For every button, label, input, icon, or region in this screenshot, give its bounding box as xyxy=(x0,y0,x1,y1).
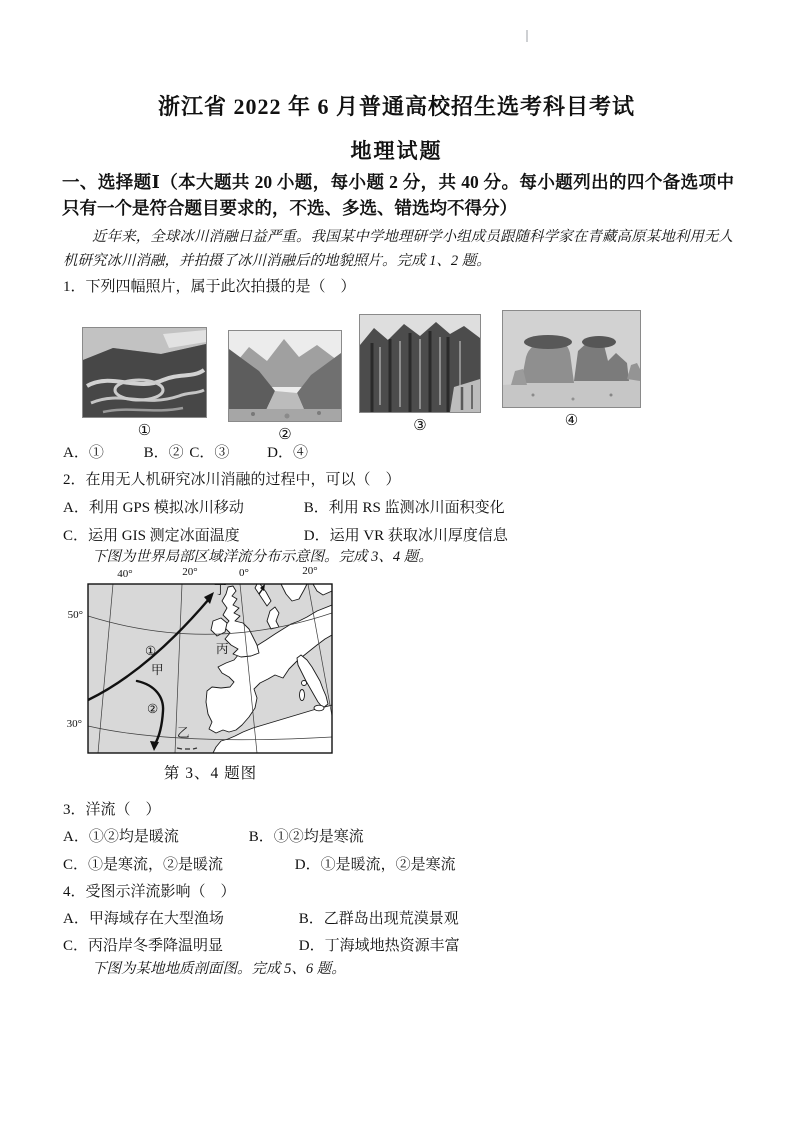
lon-label-0: 0° xyxy=(239,567,249,579)
question-1-options xyxy=(63,443,753,463)
question-4-options-cd xyxy=(63,936,753,956)
question-1-stem: 1．下列四幅照片，属于此次拍摄的是（ ） xyxy=(63,279,356,295)
photo-4-yardangs xyxy=(502,310,641,430)
photo-4-label: ④ xyxy=(564,413,579,429)
option-3b: B．①②均是寒流 xyxy=(248,829,364,845)
question-2-stem: 2．在用无人机研究冰川消融的过程中，可以（ ） xyxy=(63,472,401,488)
option-1c: C．③ xyxy=(189,445,230,461)
option-3a: A．①②均是暖流 xyxy=(63,829,179,845)
page-title: 浙江省 2022 年 6 月普通高校招生选考科目考试 xyxy=(157,94,635,119)
question-3-stem: 3．洋流（ ） xyxy=(63,802,161,818)
passage-glacier: 近年来，全球冰川消融日益严重。我国某中学地理研学小组成员跟随科学家在青藏高原某地利用无人机研究冰川消融，并拍摄了冰川消融后的地貌照片。完成 1、2 题。 xyxy=(63,229,733,269)
passage-geology: 下图为某地地质剖面图。完成 5、6 题。 xyxy=(92,961,346,977)
page-subtitle: 地理试题 xyxy=(350,139,443,163)
lat-label-30n: 30° xyxy=(66,718,82,730)
photo-1-braided-channels xyxy=(82,327,207,440)
lat-label-50n: 50° xyxy=(67,609,83,621)
option-2a: A．利用 GPS 模拟冰川移动 xyxy=(63,500,244,516)
option-4b: B．乙群岛出现荒漠景观 xyxy=(298,911,459,927)
label-ding: 丁 xyxy=(214,583,227,597)
question-2-options-ab xyxy=(63,498,753,518)
question-3-options-ab xyxy=(63,827,753,847)
option-4d: D．丁海域地热资源丰富 xyxy=(298,938,460,954)
option-1a: A．① xyxy=(63,445,104,461)
option-2c: C．运用 GIS 测定冰面温度 xyxy=(63,528,240,544)
label-jia: 甲 xyxy=(151,663,164,677)
ocean-current-map xyxy=(63,561,348,782)
photo-2-glacial-valley xyxy=(228,330,342,444)
current-1-label: ① xyxy=(145,644,157,658)
option-1d: D．④ xyxy=(267,445,308,461)
option-2d: D．运用 VR 获取冰川厚度信息 xyxy=(303,528,508,544)
question-4-stem: 4．受图示洋流影响（ ） xyxy=(63,884,236,900)
photo-1-image xyxy=(82,327,207,418)
label-bing: 丙 xyxy=(216,642,229,656)
photo-2-image xyxy=(228,330,342,422)
option-3c: C．①是寒流，②是暖流 xyxy=(63,857,224,873)
option-4c: C．丙沿岸冬季降温明显 xyxy=(63,938,224,954)
photo-2-label: ② xyxy=(278,427,292,443)
option-3d: D．①是暖流，②是寒流 xyxy=(294,857,456,873)
photo-1-label: ① xyxy=(137,423,152,439)
photo-4-image xyxy=(502,310,641,408)
option-1b: B．② xyxy=(143,445,184,461)
lon-label-20e: 20° xyxy=(302,565,318,577)
lon-label-40w: 40° xyxy=(117,568,133,580)
question-2-options-cd xyxy=(63,526,753,546)
lon-label-20w: 20° xyxy=(182,566,198,578)
map-caption: 第 3、4 题图 xyxy=(163,765,258,782)
photo-3-image xyxy=(359,314,481,413)
label-yi: 乙 xyxy=(177,726,190,740)
photo-3-label: ③ xyxy=(413,418,427,434)
map-figure xyxy=(63,561,348,761)
option-4a: A．甲海域存在大型渔场 xyxy=(63,911,224,927)
question-3-options-cd xyxy=(63,855,753,875)
question-4-options-ab xyxy=(63,909,753,929)
option-2b: B．利用 RS 监测冰川面积变化 xyxy=(303,500,505,516)
current-2-label: ② xyxy=(147,702,159,716)
passage-currents: 下图为世界局部区域洋流分布示意图。完成 3、4 题。 xyxy=(92,549,433,565)
photo-3-stone-forest xyxy=(359,314,481,435)
scan-artifact xyxy=(526,30,528,42)
section-heading: 一、选择题Ⅰ（本大题共 20 小题，每小题 2 分，共 40 分。每小题列出的四个备选项中只有一个是符合题目要求的，不选、多选、错选均不得分） xyxy=(62,172,734,218)
